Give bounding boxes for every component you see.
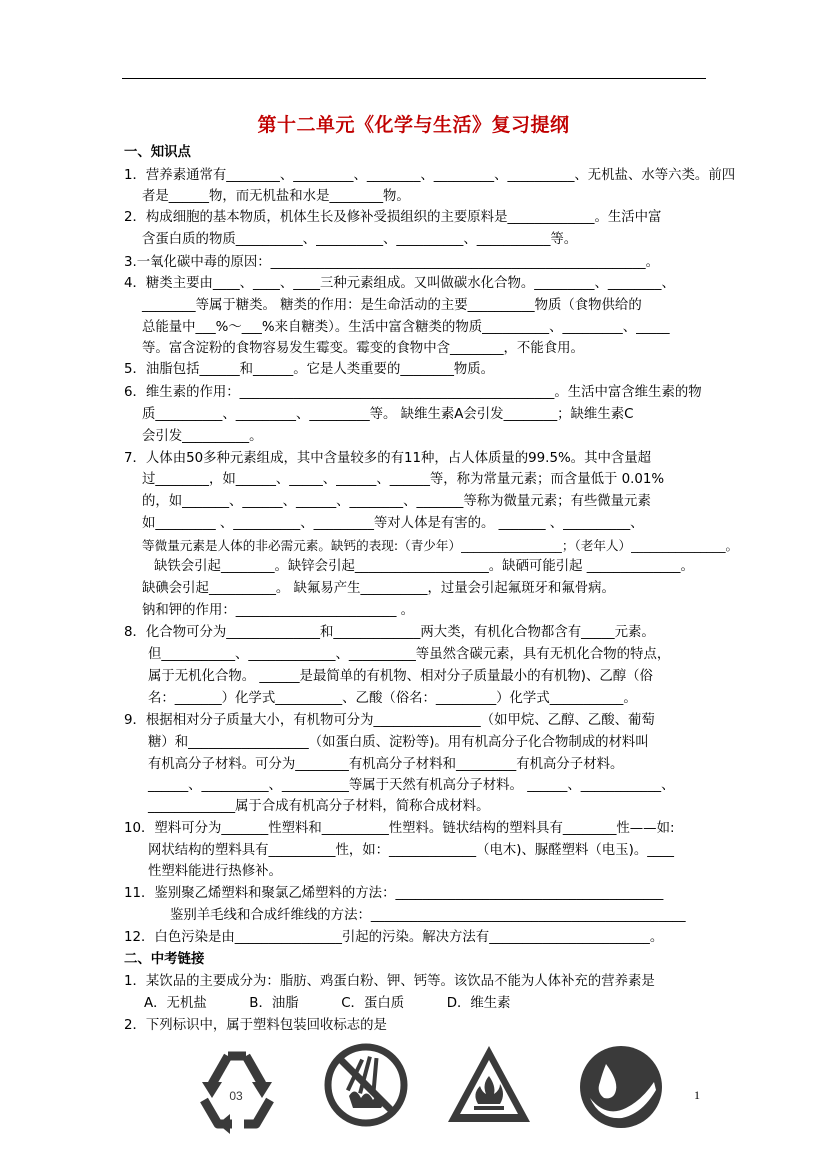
text-line: 5．油脂包括______和______。它是人类重要的________物质。 [124, 362, 495, 377]
no-burning-icon [323, 1042, 409, 1128]
text-line: 名：_______）化学式__________、乙酸（俗名：_________）化学式___________。 [148, 691, 637, 706]
text-line: _____________属于合成有机高分子材料，简称合成材料。 [148, 799, 490, 814]
text-line: 的，如_______、______、______、________、_______等称为微量元素；有些微量元素 [142, 494, 651, 509]
text-line: ______、__________、__________等属于天然有机高分子材料。 ______、____________、 [148, 778, 675, 793]
text-line: 1．营养素通常有________、_________、________、_________、__________、无机盐、水等六类。前四 [124, 168, 736, 183]
question-text: 2．下列标识中，属于塑料包装回收标志的是 [124, 1018, 387, 1033]
text-line: 有机高分子材料。可分为________有机高分子材料和_________有机高分子材料。 [148, 757, 624, 772]
text-line: 钠和钾的作用：________________________ 。 [142, 603, 415, 618]
text-line: 9．根据相对分子质量大小，有机物可分为________________（如甲烷、乙醇、乙酸、葡萄 [124, 713, 655, 728]
page-number: 1 [694, 1088, 700, 1102]
recycle-icon [190, 1042, 282, 1134]
text-line: 属于无机化合物。 ______是最简单的有机物、相对分子质量最小的有机物)、乙醇（俗 [148, 669, 653, 684]
text-line: 鉴别羊毛线和合成纤维线的方法：_______________________________________________ [170, 908, 686, 923]
text-line: 12．白色污染是由________________引起的污染。解决方法有________________________。 [124, 930, 664, 945]
text-line: ________等属于糖类。 糖类的作用：是生命活动的主要__________物质（食物供给的 [142, 298, 642, 313]
text-line: 但___________、_____________、__________等虽然含碳元素，具有无机化合物的特点， [148, 647, 671, 662]
text-line: 2．构成细胞的基本物质，机体生长及修补受损组织的主要原料是_____________。生活中富 [124, 210, 662, 225]
header-rule [122, 78, 706, 79]
question-text: 1．某饮品的主要成分为：脂肪、鸡蛋白粉、钾、钙等。该饮品不能为人体补充的营养素是 [124, 974, 655, 989]
text-line: 总能量中___%～___%来自糖类）。生活中富含糖类的物质__________、_________、_____ [142, 320, 670, 335]
text-line: 10．塑料可分为_______性塑料和__________性塑料。链状结构的塑料具有________性——如: [124, 821, 675, 836]
text-line: 4．糖类主要由____、____、____三种元素组成。又叫做碳水化合物。_________、________、 [124, 276, 675, 291]
text-line: 等微量元素是人体的非必需元素。缺钙的表现:（青少年）________________；（老年人）_______________。 [142, 538, 739, 553]
text-line: 网状结构的塑料具有__________性，如：_____________（电木)、脲醛塑料（电玉)。____ [148, 843, 674, 858]
text-line: 者是______物，而无机盐和水是________物。 [142, 189, 410, 204]
recycle-code: 03 [229, 1089, 243, 1103]
text-line: 质__________、_________、_________等。 缺维生素A会引发________；缺维生素C [142, 407, 634, 422]
text-line: 糖）和__________________（如蛋白质、淀粉等)。用有机高分子化合物制成的材料叫 [148, 735, 649, 750]
text-line: 如_________ 、__________、_________等对人体是有害的。 _______ 、__________、 [142, 516, 644, 531]
text-line: 等。富含淀粉的食物容易发生霉变。霉变的食物中含________，不能食用。 [142, 341, 584, 356]
text-line: 11．鉴别聚乙烯塑料和聚氯乙烯塑料的方法：________________________________________ [124, 886, 664, 901]
section-heading-knowledge: 一、知识点 [124, 145, 191, 160]
text-line: 缺碘会引起__________。 缺氟易产生__________，过量会引起氟斑牙和氟骨病。 [142, 581, 615, 596]
text-line: 7．人体由50多种元素组成，其中含量较多的有11种，占人体质量的99.5%。其中含量超 [124, 451, 652, 466]
text-line: 8．化合物可分为______________和_____________两大类，有机化合物都含有_____元素。 [124, 625, 655, 640]
page-title: 第十二单元《化学与生活》复习提纲 [257, 114, 570, 136]
water-saving-icon [576, 1042, 666, 1132]
flammable-warning-icon [444, 1042, 534, 1126]
text-line: 缺铁会引起________。缺锌会引起____________________。缺硒可能引起 ______________。 [154, 559, 694, 574]
text-line: 性塑料能进行热修补。 [148, 864, 282, 879]
answer-options: A．无机盐 B．油脂 C．蛋白质 D．维生素 [144, 996, 511, 1011]
text-line: 3.一氧化碳中毒的原因：________________________________________________________。 [124, 255, 660, 270]
text-line: 会引发__________。 [142, 429, 263, 444]
text-line: 过________，如______、_____、______、______等，称为常量元素；而含量低于 0.01% [142, 472, 665, 487]
answer-icons [190, 1042, 650, 1142]
text-line: 6．维生素的作用：_______________________________________________。生活中富含维生素的物 [124, 385, 702, 400]
text-line: 含蛋白质的物质__________、__________、__________、___________等。 [142, 232, 578, 247]
section-heading-exam: 二、中考链接 [124, 952, 205, 967]
